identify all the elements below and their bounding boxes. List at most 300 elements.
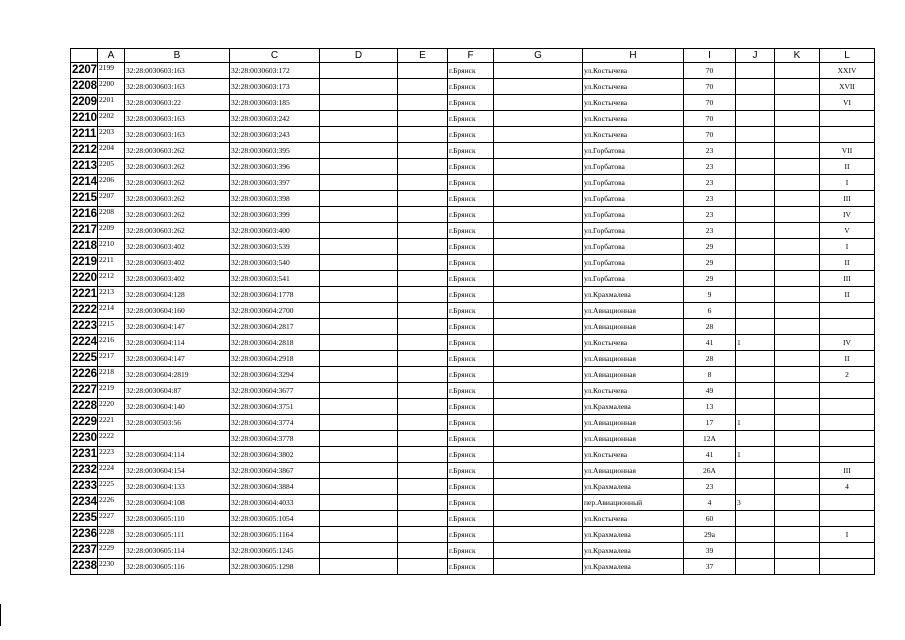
cell-e[interactable] — [398, 399, 448, 415]
cell-j[interactable] — [736, 287, 775, 303]
row-number[interactable]: 2210 — [71, 111, 98, 127]
cell-c[interactable]: 32:28:0030603:539 — [230, 239, 320, 255]
cell-i[interactable]: 23 — [684, 159, 736, 175]
cell-b[interactable]: 32:28:0030603:262 — [125, 207, 230, 223]
cell-h[interactable]: ул.Горбатова — [583, 143, 684, 159]
cell-a[interactable]: 2224 — [98, 463, 125, 479]
cell-k[interactable] — [775, 527, 820, 543]
column-header-g[interactable]: G — [494, 49, 583, 63]
cell-a[interactable]: 2199 — [98, 63, 125, 79]
cell-e[interactable] — [398, 495, 448, 511]
cell-h[interactable]: ул.Крахмалева — [583, 287, 684, 303]
cell-j[interactable] — [736, 223, 775, 239]
cell-i[interactable]: 70 — [684, 127, 736, 143]
cell-f[interactable]: г.Брянск — [448, 367, 494, 383]
cell-l[interactable] — [820, 415, 875, 431]
cell-d[interactable] — [320, 495, 398, 511]
cell-l[interactable]: V — [820, 223, 875, 239]
cell-l[interactable] — [820, 559, 875, 575]
cell-a[interactable]: 2213 — [98, 287, 125, 303]
row-number[interactable]: 2218 — [71, 239, 98, 255]
cell-k[interactable] — [775, 255, 820, 271]
cell-c[interactable]: 32:28:0030603:173 — [230, 79, 320, 95]
cell-f[interactable]: г.Брянск — [448, 79, 494, 95]
row-number[interactable]: 2227 — [71, 383, 98, 399]
cell-e[interactable] — [398, 255, 448, 271]
row-number[interactable]: 2213 — [71, 159, 98, 175]
cell-j[interactable] — [736, 431, 775, 447]
cell-j[interactable] — [736, 127, 775, 143]
cell-k[interactable] — [775, 431, 820, 447]
cell-g[interactable] — [494, 431, 583, 447]
cell-a[interactable]: 2229 — [98, 543, 125, 559]
cell-a[interactable]: 2227 — [98, 511, 125, 527]
cell-c[interactable]: 32:28:0030603:397 — [230, 175, 320, 191]
row-number[interactable]: 2234 — [71, 495, 98, 511]
cell-k[interactable] — [775, 159, 820, 175]
cell-d[interactable] — [320, 479, 398, 495]
cell-i[interactable]: 23 — [684, 175, 736, 191]
cell-f[interactable]: г.Брянск — [448, 479, 494, 495]
cell-e[interactable] — [398, 367, 448, 383]
cell-a[interactable]: 2207 — [98, 191, 125, 207]
cell-k[interactable] — [775, 511, 820, 527]
cell-k[interactable] — [775, 175, 820, 191]
cell-l[interactable] — [820, 495, 875, 511]
cell-e[interactable] — [398, 175, 448, 191]
cell-d[interactable] — [320, 463, 398, 479]
cell-a[interactable]: 2226 — [98, 495, 125, 511]
cell-e[interactable] — [398, 287, 448, 303]
cell-l[interactable] — [820, 543, 875, 559]
cell-f[interactable]: г.Брянск — [448, 143, 494, 159]
cell-e[interactable] — [398, 127, 448, 143]
cell-j[interactable] — [736, 207, 775, 223]
cell-e[interactable] — [398, 63, 448, 79]
cell-h[interactable]: ул.Горбатова — [583, 255, 684, 271]
cell-b[interactable]: 32:28:0030604:154 — [125, 463, 230, 479]
cell-b[interactable]: 32:28:0030603:262 — [125, 223, 230, 239]
cell-j[interactable] — [736, 271, 775, 287]
row-number[interactable]: 2219 — [71, 255, 98, 271]
row-number[interactable]: 2233 — [71, 479, 98, 495]
cell-a[interactable]: 2216 — [98, 335, 125, 351]
cell-i[interactable]: 41 — [684, 447, 736, 463]
cell-f[interactable]: г.Брянск — [448, 495, 494, 511]
cell-l[interactable]: XVII — [820, 79, 875, 95]
cell-l[interactable] — [820, 127, 875, 143]
cell-f[interactable]: г.Брянск — [448, 175, 494, 191]
cell-c[interactable]: 32:28:0030604:2918 — [230, 351, 320, 367]
cell-e[interactable] — [398, 415, 448, 431]
cell-a[interactable]: 2215 — [98, 319, 125, 335]
column-header-b[interactable]: B — [125, 49, 230, 63]
cell-l[interactable]: 4 — [820, 479, 875, 495]
cell-g[interactable] — [494, 287, 583, 303]
cell-d[interactable] — [320, 239, 398, 255]
cell-l[interactable]: VI — [820, 95, 875, 111]
cell-i[interactable]: 23 — [684, 479, 736, 495]
cell-e[interactable] — [398, 223, 448, 239]
cell-h[interactable]: ул.Крахмалева — [583, 527, 684, 543]
cell-i[interactable]: 17 — [684, 415, 736, 431]
cell-g[interactable] — [494, 303, 583, 319]
cell-j[interactable] — [736, 175, 775, 191]
cell-f[interactable]: г.Брянск — [448, 255, 494, 271]
cell-i[interactable]: 70 — [684, 79, 736, 95]
cell-c[interactable]: 32:28:0030605:1164 — [230, 527, 320, 543]
cell-a[interactable]: 2203 — [98, 127, 125, 143]
column-header-k[interactable]: K — [775, 49, 820, 63]
cell-b[interactable]: 32:28:0030604:140 — [125, 399, 230, 415]
cell-g[interactable] — [494, 319, 583, 335]
cell-h[interactable]: ул.Костычева — [583, 383, 684, 399]
cell-e[interactable] — [398, 95, 448, 111]
cell-d[interactable] — [320, 223, 398, 239]
cell-e[interactable] — [398, 319, 448, 335]
cell-g[interactable] — [494, 271, 583, 287]
cell-c[interactable]: 32:28:0030603:398 — [230, 191, 320, 207]
cell-g[interactable] — [494, 255, 583, 271]
cell-k[interactable] — [775, 399, 820, 415]
cell-b[interactable]: 32:28:0030603:262 — [125, 143, 230, 159]
cell-f[interactable]: г.Брянск — [448, 511, 494, 527]
cell-h[interactable]: ул.Горбатова — [583, 271, 684, 287]
cell-h[interactable]: ул.Авиационная — [583, 351, 684, 367]
cell-f[interactable]: г.Брянск — [448, 223, 494, 239]
cell-c[interactable]: 32:28:0030604:4033 — [230, 495, 320, 511]
cell-l[interactable]: II — [820, 351, 875, 367]
cell-a[interactable]: 2212 — [98, 271, 125, 287]
cell-j[interactable]: 1 — [736, 415, 775, 431]
cell-l[interactable] — [820, 399, 875, 415]
cell-g[interactable] — [494, 159, 583, 175]
cell-e[interactable] — [398, 447, 448, 463]
cell-k[interactable] — [775, 367, 820, 383]
cell-c[interactable]: 32:28:0030603:172 — [230, 63, 320, 79]
cell-e[interactable] — [398, 271, 448, 287]
cell-j[interactable] — [736, 191, 775, 207]
cell-k[interactable] — [775, 351, 820, 367]
column-header-c[interactable]: C — [230, 49, 320, 63]
cell-g[interactable] — [494, 111, 583, 127]
row-number[interactable]: 2237 — [71, 543, 98, 559]
cell-b[interactable]: 32:28:0030604:147 — [125, 319, 230, 335]
cell-d[interactable] — [320, 527, 398, 543]
row-number[interactable]: 2232 — [71, 463, 98, 479]
cell-c[interactable]: 32:28:0030604:1778 — [230, 287, 320, 303]
cell-h[interactable]: ул.Горбатова — [583, 159, 684, 175]
cell-h[interactable]: ул.Костычева — [583, 447, 684, 463]
row-number[interactable]: 2221 — [71, 287, 98, 303]
cell-d[interactable] — [320, 175, 398, 191]
cell-b[interactable]: 32:28:0030604:87 — [125, 383, 230, 399]
cell-b[interactable]: 32:28:0030604:2819 — [125, 367, 230, 383]
cell-g[interactable] — [494, 543, 583, 559]
cell-l[interactable]: I — [820, 527, 875, 543]
cell-a[interactable]: 2225 — [98, 479, 125, 495]
cell-j[interactable] — [736, 559, 775, 575]
cell-c[interactable]: 32:28:0030605:1245 — [230, 543, 320, 559]
cell-i[interactable]: 6 — [684, 303, 736, 319]
row-number[interactable]: 2216 — [71, 207, 98, 223]
cell-b[interactable]: 32:28:0030503:56 — [125, 415, 230, 431]
cell-a[interactable]: 2217 — [98, 351, 125, 367]
cell-a[interactable]: 2230 — [98, 559, 125, 575]
cell-c[interactable]: 32:28:0030604:3802 — [230, 447, 320, 463]
cell-c[interactable]: 32:28:0030603:399 — [230, 207, 320, 223]
cell-j[interactable] — [736, 383, 775, 399]
cell-g[interactable] — [494, 479, 583, 495]
cell-b[interactable]: 32:28:0030605:116 — [125, 559, 230, 575]
cell-f[interactable]: г.Брянск — [448, 543, 494, 559]
cell-j[interactable] — [736, 463, 775, 479]
cell-e[interactable] — [398, 463, 448, 479]
cell-d[interactable] — [320, 303, 398, 319]
cell-k[interactable] — [775, 479, 820, 495]
column-header-i[interactable]: I — [684, 49, 736, 63]
cell-h[interactable]: ул.Авиационная — [583, 463, 684, 479]
cell-b[interactable]: 32:28:0030603:402 — [125, 255, 230, 271]
row-number[interactable]: 2226 — [71, 367, 98, 383]
cell-b[interactable]: 32:28:0030604:128 — [125, 287, 230, 303]
cell-a[interactable]: 2223 — [98, 447, 125, 463]
cell-b[interactable]: 32:28:0030604:114 — [125, 335, 230, 351]
cell-h[interactable]: ул.Костычева — [583, 335, 684, 351]
cell-j[interactable] — [736, 399, 775, 415]
row-number[interactable]: 2212 — [71, 143, 98, 159]
cell-k[interactable] — [775, 207, 820, 223]
row-number[interactable]: 2230 — [71, 431, 98, 447]
cell-i[interactable]: 41 — [684, 335, 736, 351]
cell-c[interactable]: 32:28:0030604:3294 — [230, 367, 320, 383]
row-number[interactable]: 2238 — [71, 559, 98, 575]
cell-l[interactable]: IV — [820, 207, 875, 223]
cell-f[interactable]: г.Брянск — [448, 287, 494, 303]
cell-d[interactable] — [320, 271, 398, 287]
cell-j[interactable] — [736, 143, 775, 159]
cell-c[interactable]: 32:28:0030604:3867 — [230, 463, 320, 479]
cell-c[interactable]: 32:28:0030604:2817 — [230, 319, 320, 335]
cell-k[interactable] — [775, 63, 820, 79]
cell-a[interactable]: 2222 — [98, 431, 125, 447]
cell-j[interactable] — [736, 479, 775, 495]
cell-e[interactable] — [398, 335, 448, 351]
cell-h[interactable]: ул.Крахмалева — [583, 479, 684, 495]
cell-e[interactable] — [398, 207, 448, 223]
cell-l[interactable]: IV — [820, 335, 875, 351]
cell-i[interactable]: 23 — [684, 207, 736, 223]
cell-g[interactable] — [494, 207, 583, 223]
cell-g[interactable] — [494, 447, 583, 463]
cell-g[interactable] — [494, 223, 583, 239]
cell-j[interactable] — [736, 511, 775, 527]
cell-a[interactable]: 2201 — [98, 95, 125, 111]
cell-c[interactable]: 32:28:0030604:3884 — [230, 479, 320, 495]
cell-d[interactable] — [320, 111, 398, 127]
column-header-a[interactable]: A — [98, 49, 125, 63]
cell-d[interactable] — [320, 79, 398, 95]
cell-l[interactable]: 2 — [820, 367, 875, 383]
cell-b[interactable]: 32:28:0030605:114 — [125, 543, 230, 559]
cell-g[interactable] — [494, 463, 583, 479]
cell-g[interactable] — [494, 127, 583, 143]
cell-i[interactable]: 23 — [684, 223, 736, 239]
cell-k[interactable] — [775, 79, 820, 95]
cell-c[interactable]: 32:28:0030605:1298 — [230, 559, 320, 575]
cell-h[interactable]: ул.Костычева — [583, 111, 684, 127]
cell-c[interactable]: 32:28:0030604:3774 — [230, 415, 320, 431]
cell-g[interactable] — [494, 95, 583, 111]
cell-g[interactable] — [494, 383, 583, 399]
cell-f[interactable]: г.Брянск — [448, 239, 494, 255]
cell-d[interactable] — [320, 127, 398, 143]
cell-i[interactable]: 9 — [684, 287, 736, 303]
cell-j[interactable] — [736, 303, 775, 319]
row-number[interactable]: 2223 — [71, 319, 98, 335]
cell-b[interactable]: 32:28:0030603:262 — [125, 191, 230, 207]
cell-l[interactable]: XXIV — [820, 63, 875, 79]
cell-l[interactable] — [820, 431, 875, 447]
cell-c[interactable]: 32:28:0030603:185 — [230, 95, 320, 111]
cell-e[interactable] — [398, 79, 448, 95]
cell-k[interactable] — [775, 127, 820, 143]
cell-d[interactable] — [320, 207, 398, 223]
cell-l[interactable]: II — [820, 287, 875, 303]
cell-k[interactable] — [775, 383, 820, 399]
cell-l[interactable] — [820, 447, 875, 463]
cell-h[interactable]: ул.Крахмалева — [583, 543, 684, 559]
cell-k[interactable] — [775, 239, 820, 255]
row-number[interactable]: 2220 — [71, 271, 98, 287]
cell-f[interactable]: г.Брянск — [448, 399, 494, 415]
cell-d[interactable] — [320, 287, 398, 303]
cell-l[interactable]: I — [820, 175, 875, 191]
cell-h[interactable]: ул.Крахмалева — [583, 559, 684, 575]
cell-i[interactable]: 60 — [684, 511, 736, 527]
cell-g[interactable] — [494, 367, 583, 383]
cell-k[interactable] — [775, 271, 820, 287]
cell-l[interactable] — [820, 383, 875, 399]
cell-e[interactable] — [398, 431, 448, 447]
cell-h[interactable]: ул.Костычева — [583, 511, 684, 527]
cell-f[interactable]: г.Брянск — [448, 447, 494, 463]
cell-f[interactable]: г.Брянск — [448, 351, 494, 367]
cell-c[interactable]: 32:28:0030605:1054 — [230, 511, 320, 527]
cell-l[interactable] — [820, 319, 875, 335]
row-number[interactable]: 2231 — [71, 447, 98, 463]
cell-l[interactable] — [820, 303, 875, 319]
cell-j[interactable] — [736, 255, 775, 271]
cell-h[interactable]: ул.Костычева — [583, 63, 684, 79]
cell-a[interactable]: 2220 — [98, 399, 125, 415]
cell-b[interactable]: 32:28:0030604:160 — [125, 303, 230, 319]
cell-g[interactable] — [494, 335, 583, 351]
cell-e[interactable] — [398, 559, 448, 575]
cell-b[interactable]: 32:28:0030604:114 — [125, 447, 230, 463]
cell-c[interactable]: 32:28:0030604:3751 — [230, 399, 320, 415]
cell-i[interactable]: 29 — [684, 271, 736, 287]
cell-b[interactable]: 32:28:0030604:108 — [125, 495, 230, 511]
cell-b[interactable]: 32:28:0030603:163 — [125, 63, 230, 79]
column-header-f[interactable]: F — [448, 49, 494, 63]
cell-i[interactable]: 13 — [684, 399, 736, 415]
cell-a[interactable]: 2228 — [98, 527, 125, 543]
cell-d[interactable] — [320, 383, 398, 399]
cell-g[interactable] — [494, 239, 583, 255]
cell-f[interactable]: г.Брянск — [448, 159, 494, 175]
cell-a[interactable]: 2204 — [98, 143, 125, 159]
cell-d[interactable] — [320, 431, 398, 447]
cell-k[interactable] — [775, 223, 820, 239]
cell-e[interactable] — [398, 303, 448, 319]
cell-b[interactable]: 32:28:0030603:163 — [125, 111, 230, 127]
cell-c[interactable]: 32:28:0030604:2700 — [230, 303, 320, 319]
cell-f[interactable]: г.Брянск — [448, 127, 494, 143]
cell-d[interactable] — [320, 447, 398, 463]
cell-f[interactable]: г.Брянск — [448, 63, 494, 79]
cell-k[interactable] — [775, 111, 820, 127]
cell-g[interactable] — [494, 495, 583, 511]
cell-h[interactable]: ул.Авиационная — [583, 367, 684, 383]
cell-c[interactable]: 32:28:0030603:396 — [230, 159, 320, 175]
cell-j[interactable] — [736, 111, 775, 127]
cell-i[interactable]: 49 — [684, 383, 736, 399]
cell-l[interactable] — [820, 511, 875, 527]
row-number[interactable]: 2235 — [71, 511, 98, 527]
cell-d[interactable] — [320, 143, 398, 159]
cell-f[interactable]: г.Брянск — [448, 95, 494, 111]
row-number[interactable]: 2211 — [71, 127, 98, 143]
cell-d[interactable] — [320, 543, 398, 559]
cell-e[interactable] — [398, 239, 448, 255]
cell-d[interactable] — [320, 159, 398, 175]
cell-h[interactable]: ул.Горбатова — [583, 239, 684, 255]
cell-d[interactable] — [320, 415, 398, 431]
cell-c[interactable]: 32:28:0030604:2818 — [230, 335, 320, 351]
cell-g[interactable] — [494, 351, 583, 367]
cell-c[interactable]: 32:28:0030603:243 — [230, 127, 320, 143]
cell-l[interactable]: III — [820, 271, 875, 287]
cell-j[interactable] — [736, 543, 775, 559]
cell-d[interactable] — [320, 255, 398, 271]
cell-j[interactable]: 1 — [736, 335, 775, 351]
cell-g[interactable] — [494, 511, 583, 527]
cell-c[interactable]: 32:28:0030603:540 — [230, 255, 320, 271]
cell-k[interactable] — [775, 143, 820, 159]
column-header-d[interactable]: D — [320, 49, 398, 63]
cell-i[interactable]: 29 — [684, 255, 736, 271]
cell-k[interactable] — [775, 447, 820, 463]
cell-j[interactable] — [736, 159, 775, 175]
cell-k[interactable] — [775, 95, 820, 111]
cell-a[interactable]: 2200 — [98, 79, 125, 95]
cell-d[interactable] — [320, 319, 398, 335]
cell-b[interactable]: 32:28:0030604:133 — [125, 479, 230, 495]
cell-g[interactable] — [494, 79, 583, 95]
cell-d[interactable] — [320, 559, 398, 575]
cell-c[interactable]: 32:28:0030603:541 — [230, 271, 320, 287]
cell-i[interactable]: 23 — [684, 191, 736, 207]
row-number[interactable]: 2229 — [71, 415, 98, 431]
cell-f[interactable]: г.Брянск — [448, 319, 494, 335]
cell-c[interactable]: 32:28:0030603:242 — [230, 111, 320, 127]
cell-f[interactable]: г.Брянск — [448, 431, 494, 447]
cell-b[interactable]: 32:28:0030603:163 — [125, 79, 230, 95]
cell-a[interactable]: 2218 — [98, 367, 125, 383]
cell-h[interactable]: ул.Авиационная — [583, 303, 684, 319]
row-number[interactable]: 2224 — [71, 335, 98, 351]
